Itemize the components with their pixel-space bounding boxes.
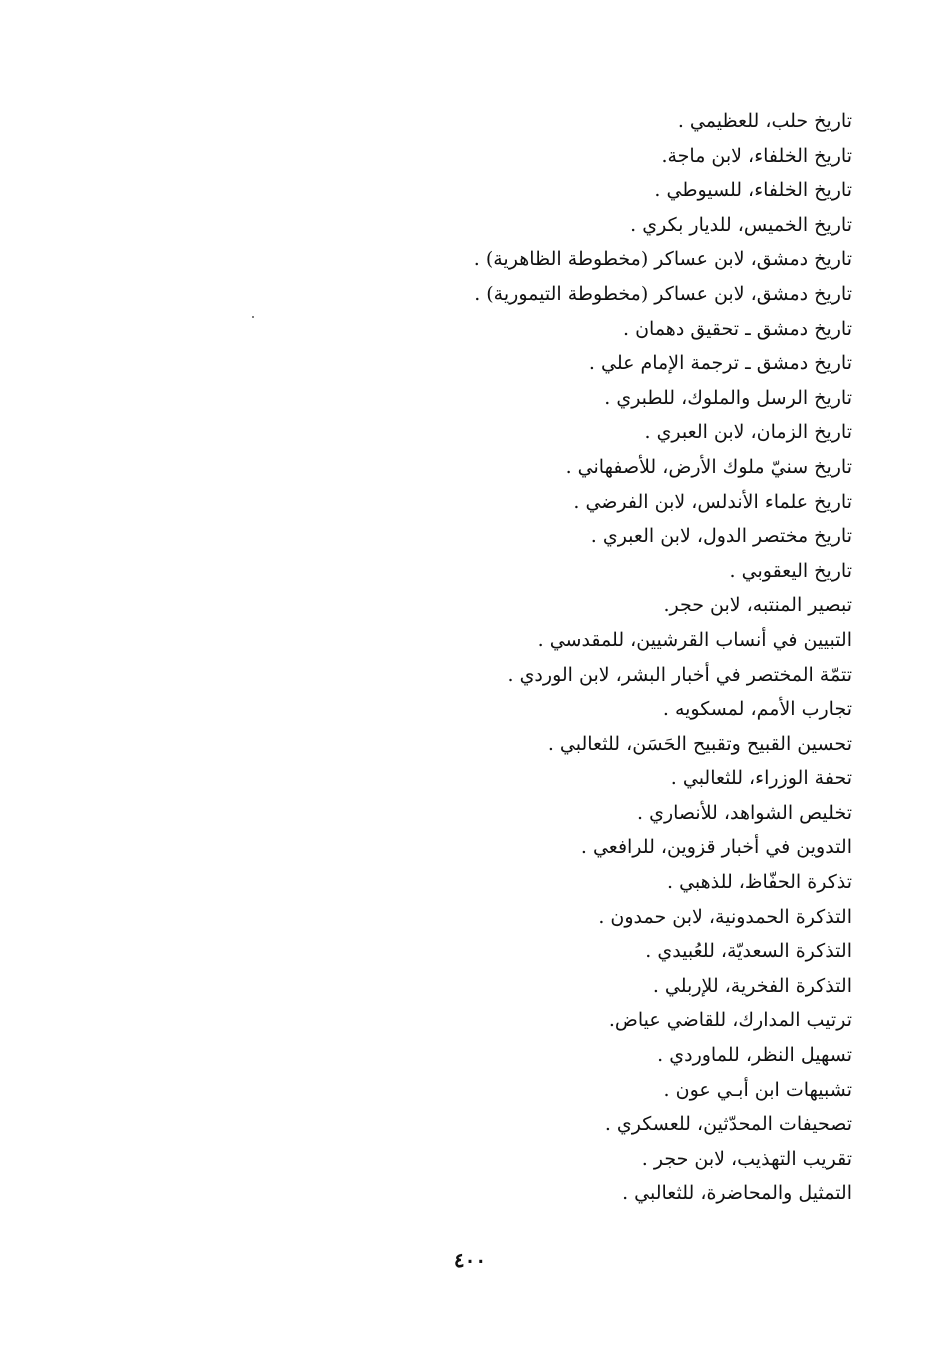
bibliography-entry: تحفة الوزراء، للثعالبي .	[670, 767, 852, 790]
bibliography-entry: تاريخ دمشق، لابن عساكر (مخطوطة التيمورية) .	[474, 282, 852, 305]
bibliography-entry: التبيين في أنساب القرشيين، للمقدسي .	[537, 628, 852, 651]
bibliography-entry: تاريخ الخلفاء، لابن ماجة.	[661, 144, 852, 167]
bibliography-entry: التذكرة الفخرية، للإربلي .	[652, 974, 852, 997]
bibliography-list	[252, 104, 852, 1211]
bibliography-entry: تتمّة المختصر في أخبار البشر، لابن الوردي .	[507, 663, 852, 686]
bibliography-entry: تجارب الأمم، لمسكويه .	[662, 698, 852, 721]
bibliography-entry: تحسين القبيح وتقبيح الحَسَن، للثعالبي .	[547, 732, 852, 755]
bibliography-entry: التذكرة السعديّة، للعُبيدي .	[645, 940, 852, 963]
bibliography-entry: تصحيفات المحدّثين، للعسكري .	[604, 1113, 852, 1136]
page-number: ٤٠٠	[453, 1248, 487, 1272]
bibliography-entry: تاريخ اليعقوبي .	[729, 559, 852, 582]
bibliography-entry: تاريخ دمشق ـ تحقيق دهمان .	[623, 317, 852, 340]
bibliography-entry: تقريب التهذيب، لابن حجر .	[641, 1147, 852, 1170]
bibliography-entry: التذكرة الحمدونية، لابن حمدون .	[598, 905, 852, 928]
bibliography-entry: تاريخ الخلفاء، للسيوطي .	[654, 179, 852, 202]
bibliography-entry: ترتيب المدارك، للقاضي عياض.	[608, 1009, 852, 1032]
bibliography-entry: تاريخ الزمان، لابن العبري .	[644, 421, 852, 444]
bibliography-entry: تشبيهات ابن أبـي عون .	[663, 1078, 852, 1101]
bibliography-entry: تبصير المنتبه، لابن حجر.	[663, 594, 852, 617]
bibliography-entry: تاريخ دمشق، لابن عساكر (مخطوطة الظاهرية) .	[473, 248, 852, 271]
bibliography-entry: التدوين في أخبار قزوين، للرافعي .	[580, 836, 852, 859]
bibliography-entry: تاريخ سنيّ ملوك الأرض، للأصفهاني .	[565, 455, 852, 478]
bibliography-entry: تاريخ دمشق ـ ترجمة الإمام علي .	[588, 352, 852, 375]
bibliography-entry: تذكرة الحفّاظ، للذهبي .	[667, 871, 852, 894]
bibliography-entry: تاريخ حلب، للعظيمي .	[677, 110, 852, 132]
scan-speck	[252, 316, 254, 318]
bibliography-entry: تاريخ الخميس، للديار بكري .	[630, 213, 852, 236]
bibliography-entry: تاريخ مختصر الدول، لابن العبري .	[590, 525, 852, 548]
bibliography-entry: تخليص الشواهد، للأنصاري .	[637, 801, 852, 824]
bibliography-entry: تاريخ علماء الأندلس، لابن الفرضي .	[573, 490, 852, 513]
bibliography-entry: التمثيل والمحاضرة، للثعالبي .	[622, 1182, 852, 1205]
bibliography-entry: تسهيل النظر، للماوردي .	[657, 1044, 852, 1067]
bibliography-entry: تاريخ الرسل والملوك، للطبري .	[604, 386, 852, 409]
